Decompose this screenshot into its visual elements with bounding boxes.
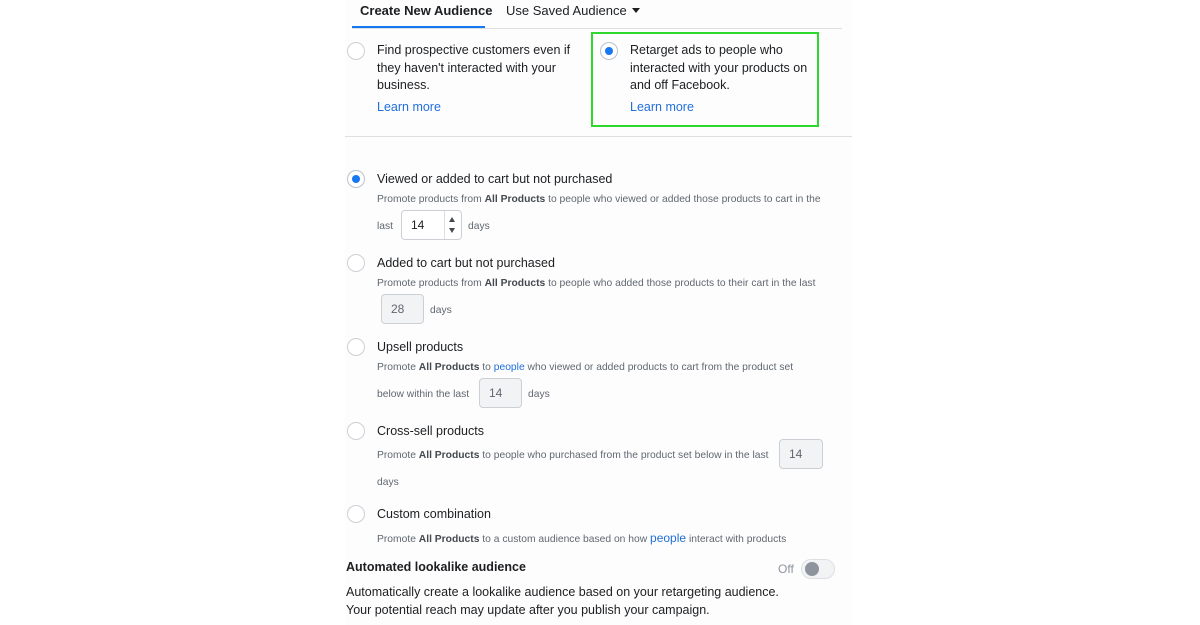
desc-text: to xyxy=(479,362,494,373)
toggle-knob xyxy=(805,562,819,576)
lookalike-line: Automatically create a lookalike audience based on your retargeting audience. xyxy=(346,585,779,599)
product-set-name: All Products xyxy=(418,450,480,461)
tab-use-saved-label: Use Saved Audience xyxy=(506,3,627,18)
added-to-cart-title: Added to cart but not purchased xyxy=(377,256,555,270)
upsell-days-input[interactable] xyxy=(479,378,522,408)
lookalike-description xyxy=(346,584,786,619)
days-value: 14 xyxy=(789,447,803,461)
prospecting-line: Find prospective customers even if xyxy=(377,43,571,57)
tabs-divider xyxy=(352,28,842,29)
prospecting-line: they haven't interacted with your xyxy=(377,60,556,75)
days-value: 28 xyxy=(391,302,405,316)
desc-text: interact with products xyxy=(686,534,787,545)
audience-tabs xyxy=(352,0,842,28)
days-label: days xyxy=(528,389,550,400)
tab-use-saved-audience[interactable] xyxy=(506,3,640,18)
retarget-line: and off Facebook. xyxy=(630,78,730,92)
days-label: days xyxy=(468,221,490,232)
viewed-added-title: Viewed or added to cart but not purchased xyxy=(377,172,613,186)
chevron-up-icon[interactable] xyxy=(449,217,455,222)
lookalike-toggle[interactable] xyxy=(801,559,835,579)
upsell-radio[interactable] xyxy=(347,338,365,356)
prospecting-line: business. xyxy=(377,78,430,92)
desc-text: Promote xyxy=(377,362,419,373)
desc-text: to people who viewed or added those products to cart in the xyxy=(545,194,821,205)
section-divider xyxy=(345,136,852,137)
prospecting-radio[interactable] xyxy=(347,42,365,60)
days-label: days xyxy=(377,477,399,488)
product-set-name: All Products xyxy=(484,278,546,289)
custom-combination-radio[interactable] xyxy=(347,505,365,523)
caret-down-icon xyxy=(632,8,640,13)
tab-create-new-audience[interactable]: Create New Audience xyxy=(360,3,493,18)
desc-text: to a custom audience based on how xyxy=(479,534,651,545)
upsell-title: Upsell products xyxy=(377,340,464,354)
desc-text: who viewed or added products to cart from the product set xyxy=(524,362,794,373)
prospecting-option-text xyxy=(377,42,582,95)
lookalike-title: Automated lookalike audience xyxy=(346,560,526,574)
viewed-added-radio[interactable] xyxy=(347,170,365,188)
stepper-controls xyxy=(444,211,461,239)
added-to-cart-days-input[interactable] xyxy=(381,294,424,324)
chevron-down-icon[interactable] xyxy=(449,228,455,233)
days-value: 14 xyxy=(411,218,425,232)
product-set-name: All Products xyxy=(418,362,480,373)
viewed-added-description xyxy=(377,194,821,205)
last-label: last xyxy=(377,221,394,232)
product-set-name: All Products xyxy=(418,534,480,545)
desc-text: Promote products from xyxy=(377,194,485,205)
desc-text: Promote xyxy=(377,450,419,461)
added-to-cart-radio[interactable] xyxy=(347,254,365,272)
retarget-learn-more-link[interactable]: Learn more xyxy=(630,100,694,114)
cross-sell-radio[interactable] xyxy=(347,422,365,440)
desc-text: to people who purchased from the product set below in the last xyxy=(479,450,769,461)
prospecting-learn-more-link[interactable]: Learn more xyxy=(377,100,441,114)
added-to-cart-description xyxy=(377,278,815,289)
viewed-added-days-stepper[interactable] xyxy=(401,210,462,240)
within-last-label: below within the last xyxy=(377,389,470,400)
retarget-radio[interactable] xyxy=(600,42,618,60)
cross-sell-description xyxy=(377,450,769,461)
desc-text: to people who added those products to their cart in the last xyxy=(545,278,816,289)
cross-sell-days-input[interactable] xyxy=(779,439,823,469)
custom-combination-description xyxy=(377,531,786,545)
retarget-option-text xyxy=(630,42,815,95)
days-value: 14 xyxy=(489,386,503,400)
days-label: days xyxy=(430,305,452,316)
custom-combination-title: Custom combination xyxy=(377,507,491,521)
retarget-line: Retarget ads to people who xyxy=(630,43,783,57)
product-set-name: All Products xyxy=(484,194,546,205)
people-link[interactable]: people xyxy=(650,531,687,545)
desc-text: Promote products from xyxy=(377,278,485,289)
upsell-description xyxy=(377,362,793,373)
retarget-line: interacted with your products on xyxy=(630,60,808,75)
toggle-state-label: Off xyxy=(778,562,794,576)
lookalike-line: Your potential reach may update after you publish your campaign. xyxy=(346,602,710,617)
cross-sell-title: Cross-sell products xyxy=(377,424,484,438)
people-link[interactable]: people xyxy=(493,362,525,373)
desc-text: Promote xyxy=(377,534,419,545)
